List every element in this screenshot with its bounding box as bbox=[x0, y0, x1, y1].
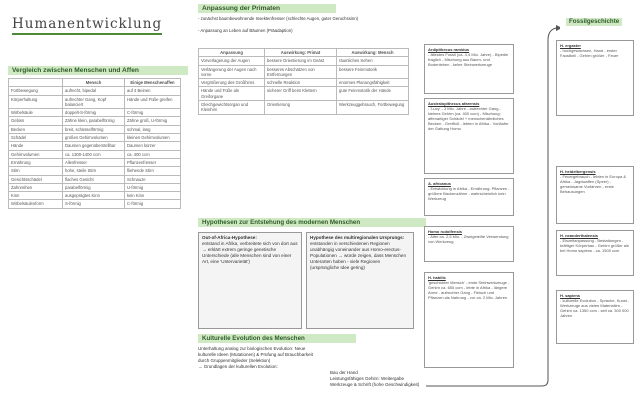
table-row bbox=[9, 95, 181, 109]
adaptation-cell: Gleichgewichtsorgan und Kleinhirn bbox=[199, 101, 265, 115]
comparison-cell: kleines Gehirnvolumen bbox=[125, 134, 181, 142]
fossil-box-heidelbergensis: H. heidelbergensis - Feuergebrauch - lebten in Europa & Afrika - Jagdwaffen (Speer) - gemeinsame Vorfahren - erste Behausungen bbox=[556, 166, 634, 224]
comparison-cell: Gebiss bbox=[9, 117, 63, 125]
comparison-cell: ca. 1300-1400 ccm bbox=[63, 150, 125, 158]
comparison-header-cell bbox=[9, 79, 63, 87]
culture-line-1: Unterhaltung analog zur biologischen Evolution: Neue bbox=[198, 346, 306, 351]
comparison-cell: Schnauze bbox=[125, 175, 181, 183]
comparison-cell: Daumen kürzer bbox=[125, 142, 181, 150]
table-row bbox=[9, 109, 181, 117]
hypotheses-heading: Hypothesen zur Entstehung des modernen Menschen bbox=[198, 218, 426, 227]
table-row bbox=[9, 142, 181, 150]
table-row bbox=[9, 200, 181, 208]
table-row bbox=[199, 79, 409, 87]
adaptation-line-1: - zunächst baumbewohnende Insektenfresser (schlechte Augen, guter Geruchssinn) bbox=[198, 16, 359, 21]
table-row bbox=[199, 65, 409, 79]
comparison-cell: schmal, lang bbox=[125, 125, 181, 133]
table-row bbox=[9, 125, 181, 133]
adaptation-header-cell: Auswirkung: Primat bbox=[265, 49, 337, 57]
table-row bbox=[9, 134, 181, 142]
comparison-cell: kein Kinn bbox=[125, 192, 181, 200]
comparison-cell: Zähne groß, U-förmig bbox=[125, 117, 181, 125]
adaptation-heading: Anpassung der Primaten bbox=[198, 4, 336, 13]
fossil-box-habilis: H. habilis 'geschickter Mensch' - erste Steinwerkzeuge - Gehirn ca. 650 ccm - lebte in Afrika - längere Arme - aufrechter Gang - Fleisch und Pflanzen als Nahrung - vor ca. 2 Mio. Jahren bbox=[424, 272, 514, 368]
comparison-cell: Gehirnvolumen bbox=[9, 150, 63, 158]
comparison-cell: U-förmig bbox=[125, 183, 181, 191]
adaptation-line-2: - Anpassung an Leben auf Bäumen (Präadaption) bbox=[198, 28, 293, 33]
comparison-cell: Wirbelsäule bbox=[9, 109, 63, 117]
table-row bbox=[9, 183, 181, 191]
adaptation-cell: schnelle Reaktion bbox=[265, 79, 337, 87]
table-row bbox=[199, 101, 409, 115]
table-row bbox=[9, 192, 181, 200]
comparison-cell: großes Gehirnvolumen bbox=[63, 134, 125, 142]
table-row bbox=[9, 117, 181, 125]
comparison-cell: fliehende Stirn bbox=[125, 167, 181, 175]
comparison-header-row bbox=[9, 79, 181, 87]
comparison-cell: Stirn bbox=[9, 167, 63, 175]
fossil-box-ergaster: H. ergaster - hochgewachsen, Hand - erster Faustkeil - Gehirn größer - Feuer bbox=[556, 40, 634, 116]
adaptation-header-cell: Anpassung bbox=[199, 49, 265, 57]
adaptation-cell: Werkzeuggebrauch, Fortbewegung bbox=[337, 101, 409, 115]
comparison-heading: Vergleich zwischen Menschen und Affen bbox=[8, 66, 188, 75]
comparison-table bbox=[8, 78, 181, 209]
multiregional-title: Hypothese des multiregionalen Ursprungs: bbox=[310, 235, 405, 240]
comparison-cell: Schädel bbox=[9, 134, 63, 142]
table-row bbox=[9, 175, 181, 183]
out-of-africa-title: Out-of-Africa-Hypothese: bbox=[202, 235, 257, 240]
adaptation-cell: gute Feinmotorik der Hände bbox=[337, 87, 409, 101]
comparison-cell: Ernährung bbox=[9, 158, 63, 166]
comparison-cell: Hände und Füße greifen bbox=[125, 95, 181, 109]
adaptation-cell: bessere Orientierung im Geäst bbox=[265, 57, 337, 65]
out-of-africa-text: entstand in Afrika, verbreitete sich von dort aus → erklärt extrem geringe genetische Unterschiede (alle Menschen sind von einer Art, eine 'Untervarietät') bbox=[202, 241, 298, 264]
adaptation-cell: Verlängerung der Augen nach vorne bbox=[199, 65, 265, 79]
comparison-cell: ca. 400 ccm bbox=[125, 150, 181, 158]
comparison-cell: auf 4 Beinen bbox=[125, 87, 181, 95]
comparison-cell: Körperhaltung bbox=[9, 95, 63, 109]
comparison-cell: Becken bbox=[9, 125, 63, 133]
multiregional-box bbox=[306, 232, 414, 329]
comparison-cell: S-förmig bbox=[63, 200, 125, 208]
comparison-cell: breit, schüsselförmig bbox=[63, 125, 125, 133]
fossil-heading: Fossilgeschichte bbox=[566, 18, 622, 26]
culture-list-item: Werkzeuge & Schrift (hohe Geschwindigkeit) bbox=[330, 382, 420, 387]
comparison-cell: Allesfresser bbox=[63, 158, 125, 166]
comparison-cell: parabelförmig bbox=[63, 183, 125, 191]
comparison-cell: flaches Gesicht bbox=[63, 175, 125, 183]
comparison-header-cell: Mensch bbox=[63, 79, 125, 87]
adaptation-cell: Hände und Füße als Greiforgane bbox=[199, 87, 265, 101]
table-row bbox=[199, 87, 409, 101]
fossil-box-africanus: A. africanus - Entwicklung in Afrika - Ernährung: Pflanzen - größere Backenzähne - wahrscheinlich kein Werkzeug bbox=[424, 178, 514, 216]
adaptation-table bbox=[198, 48, 409, 115]
comparison-cell: C-förmig bbox=[125, 200, 181, 208]
fossil-box-sapiens: H. sapiens - kulturelle Evolution - Sprache, Kunst - Werkzeuge aus vielen Materialien - Gehirn ca. 1350 ccm - seit ca. 300 000 Jahren bbox=[556, 290, 634, 344]
fossil-box-neanderthalensis: H. neanderthalensis - Eiszeitanpassung - Bestattungen - kräftiger Körperbau - Gehirn größer als bei Homo sapiens - ca. 1500 ccm bbox=[556, 230, 634, 276]
comparison-cell: Hände bbox=[9, 142, 63, 150]
adaptation-cell: besseres Abschätzen von Entfernungen bbox=[265, 65, 337, 79]
adaptation-cell: Orientierung bbox=[265, 101, 337, 115]
comparison-cell: Kinn bbox=[9, 192, 63, 200]
comparison-cell: aufrecht, bipedal bbox=[63, 87, 125, 95]
adaptation-cell: enormes Planungsfähigkeit bbox=[337, 79, 409, 87]
culture-line-2: kulturelle Ideen (Mutationen) & Prüfung auf Brauchbarkeit bbox=[198, 352, 313, 357]
comparison-cell: ausgeprägtes Kinn bbox=[63, 192, 125, 200]
fossil-box-afarensis: Australopithecus afarensis - 'Lucy' - 3 Mio. Jahre - aufrechter Gang - kleines Gehirn (ca. 400 ccm) - Mischung: affenartiger Schädel + menschenähnliches Becken - Greiffuß - lebten in Afrika - Vorläufer der Gattung Homo bbox=[424, 98, 514, 174]
comparison-cell: Pflanzenfresser bbox=[125, 158, 181, 166]
fossil-box-rudolfensis: Homo rudolfensis - Alter ca. 2,5 Mio. - Zweigeteilte Verwendung von Werkzeug bbox=[424, 226, 514, 262]
comparison-cell: Fortbewegung bbox=[9, 87, 63, 95]
multiregional-text: entstanden in verschiedenen Regionen unabhängig voneinander aus Homo-erectus-Populationen → würde zeigen, dass Menschen Unterarten haben - viele Regionen (ursprüngliche Idee gering) bbox=[310, 241, 407, 270]
comparison-cell: Wirbelsäulenform bbox=[9, 200, 63, 208]
adaptation-cell: Vorverlagerung der Augen bbox=[199, 57, 265, 65]
comparison-cell: Daumen gegenüberstellbar bbox=[63, 142, 125, 150]
culture-list-item: Bau der Hand bbox=[330, 370, 358, 375]
adaptation-cell: sicherer Griff beim Klettern bbox=[265, 87, 337, 101]
culture-list-item: Leistungsfähiges Gehirn: Weitergabe bbox=[330, 376, 404, 381]
out-of-africa-box bbox=[198, 232, 302, 329]
adaptation-header-cell: Auswirkung: Mensch bbox=[337, 49, 409, 57]
adaptation-cell: Vergrößerung des Großhirns bbox=[199, 79, 265, 87]
adaptation-cell: räumliches Sehen bbox=[337, 57, 409, 65]
comparison-cell: hohe, steile Stirn bbox=[63, 167, 125, 175]
adaptation-header-row bbox=[199, 49, 409, 57]
comparison-cell: Zähne klein, parabelförmig bbox=[63, 117, 125, 125]
table-row bbox=[9, 158, 181, 166]
culture-list bbox=[330, 370, 430, 388]
culture-line-3: durch Gruppenmitglieder (Selektion) bbox=[198, 358, 271, 363]
comparison-cell: doppelt-S-förmig bbox=[63, 109, 125, 117]
comparison-cell: Gesichtsschädel bbox=[9, 175, 63, 183]
table-row bbox=[9, 167, 181, 175]
adaptation-cell: bessere Feinmotorik bbox=[337, 65, 409, 79]
comparison-cell: aufrechter Gang, Kopf balanciert bbox=[63, 95, 125, 109]
culture-text bbox=[198, 346, 418, 370]
comparison-cell: Zahnreihen bbox=[9, 183, 63, 191]
table-row bbox=[199, 57, 409, 65]
culture-line-4: → Grundlagen der kulturellen Evolution: bbox=[198, 364, 278, 369]
comparison-header-cell: Einige Menschenaffen bbox=[125, 79, 181, 87]
table-row bbox=[9, 87, 181, 95]
table-row bbox=[9, 150, 181, 158]
fossil-box-ardipithecus: Ardipithecus ramidus - ältestes Fossil (ca. 4,4 Mio. Jahre) - Bipedie fraglich - Mischung aus Baum- und Bodenleben - keine Steinwerkzeuge bbox=[424, 44, 514, 94]
culture-heading: Kulturelle Evolution des Menschen bbox=[198, 334, 356, 343]
page-title: Humanentwicklung bbox=[12, 16, 162, 35]
comparison-cell: C-förmig bbox=[125, 109, 181, 117]
